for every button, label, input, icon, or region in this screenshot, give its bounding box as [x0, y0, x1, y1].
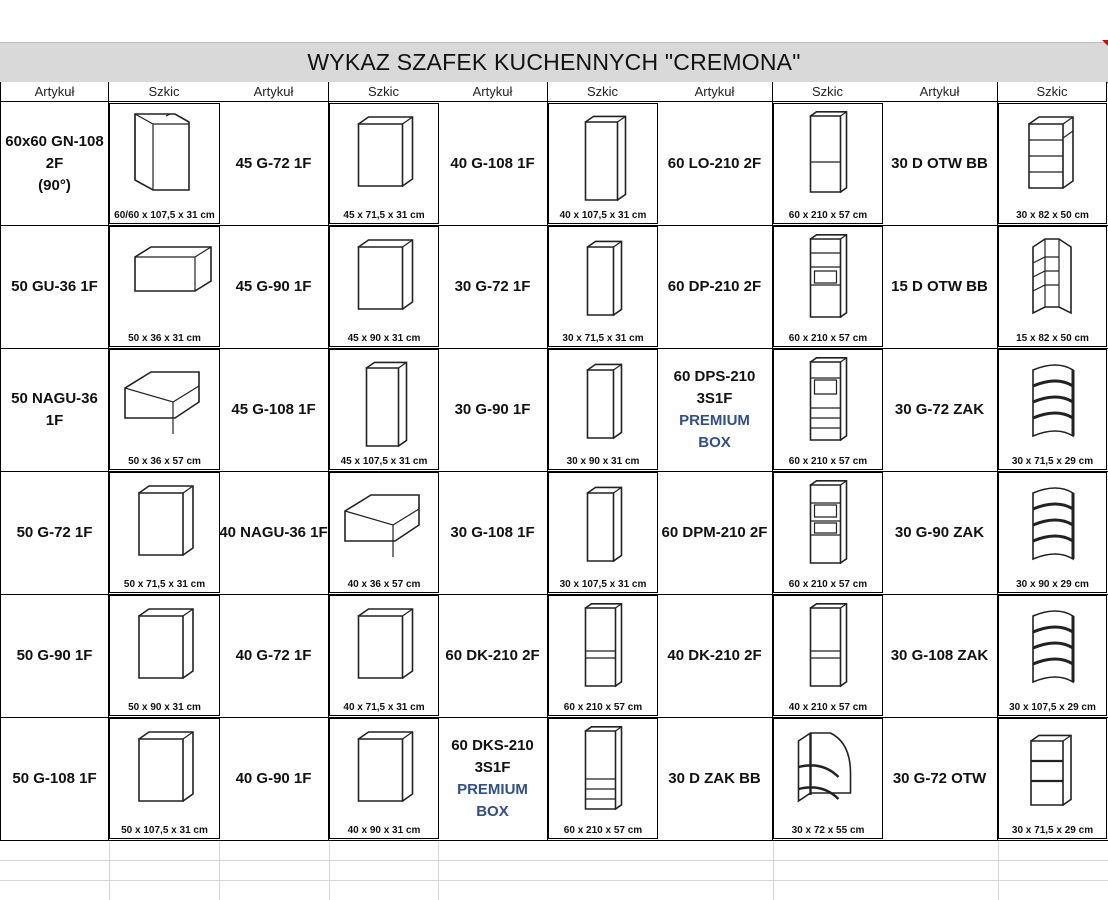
article-code: [657, 717, 773, 840]
article-line: 30 G-108 1F: [450, 523, 535, 541]
article-code-text: [236, 645, 312, 667]
dimensions-label: 60/60 x 107,5 x 31 cm: [114, 210, 215, 221]
open-base-shelf-icon: [999, 104, 1107, 209]
sketch-cell: [109, 349, 220, 470]
open-wall-shelf-icon: [999, 719, 1107, 824]
dimensions-label: 60 x 210 x 57 cm: [788, 210, 868, 221]
article-code-text: [662, 522, 768, 544]
article-code: [657, 225, 773, 348]
corner-cabinet-icon: [110, 104, 220, 209]
article-code-text: [895, 399, 984, 421]
article-line: 30 G-72 OTW: [892, 769, 987, 787]
article-code: [438, 594, 548, 717]
article-code-text: [891, 276, 988, 298]
dimensions-label: 30 x 71,5 x 31 cm: [562, 333, 644, 344]
dimensions-label: 50 x 107,5 x 31 cm: [121, 825, 208, 836]
header-artykul: Artykuł: [438, 82, 548, 102]
article-code-text: [891, 153, 988, 175]
narrow-wall-cabinet-icon: [549, 227, 658, 332]
sketch-cell: [109, 718, 220, 839]
dimensions-label: 50 x 36 x 31 cm: [128, 333, 201, 344]
article-line: 30 G-90 1F: [454, 400, 531, 418]
article-line: 30 G-72 1F: [454, 277, 531, 295]
article-code-text: [667, 645, 761, 667]
dimensions-label: 45 x 90 x 31 cm: [347, 333, 421, 344]
article-line: 40 NAGU-36 1F: [219, 523, 328, 541]
page-title: WYKAZ SZAFEK KUCHENNYCH "CREMONA": [0, 42, 1108, 83]
article-code: [438, 348, 548, 471]
sketch-cell: [548, 595, 658, 716]
article-code: [219, 594, 329, 717]
sketch-cell: [329, 718, 439, 839]
article-code: [882, 717, 998, 840]
article-code-text: [11, 276, 98, 298]
sketch-cell: [773, 718, 883, 839]
article-line: 60 LO-210 2F: [667, 154, 762, 172]
article-code-text: [893, 768, 986, 790]
article-code: [0, 102, 109, 225]
empty-row-gridline: [0, 860, 1108, 861]
article-code-text: [5, 131, 103, 197]
empty-col-gridline: [773, 841, 774, 900]
dimensions-label: 30 x 71,5 x 29 cm: [1011, 456, 1094, 467]
wall-cabinet-icon: [110, 719, 220, 824]
dimensions-label: 30 x 71,5 x 29 cm: [1011, 825, 1094, 836]
article-code: [438, 471, 548, 594]
dimensions-label: 40 x 107,5 x 31 cm: [559, 210, 647, 221]
article-code: [0, 348, 109, 471]
round-end-shelf-icon: [999, 596, 1107, 701]
article-code: [438, 225, 548, 348]
dimensions-label: 30 x 107,5 x 29 cm: [1009, 702, 1096, 713]
wall-cabinet-icon: [110, 596, 220, 701]
dimensions-label: 30 x 90 x 29 cm: [1016, 579, 1089, 590]
article-code-text: [236, 276, 312, 298]
sketch-cell: [998, 472, 1107, 593]
article-code: [219, 102, 329, 225]
article-line: 2F: [45, 154, 64, 172]
sketch-cell: [548, 718, 658, 839]
header-szkic: Szkic: [329, 82, 439, 102]
dimensions-label: 30 x 90 x 31 cm: [566, 456, 640, 467]
sketch-cell: [998, 595, 1107, 716]
header-artykul: Artykuł: [219, 82, 329, 102]
wall-cabinet-icon: [330, 719, 439, 824]
dimensions-label: 60 x 210 x 57 cm: [563, 825, 643, 836]
dimensions-label: 30 x 107,5 x 31 cm: [559, 579, 647, 590]
article-line: 50 G-90 1F: [16, 646, 93, 664]
article-line: 60 DPS-210: [673, 367, 756, 385]
article-line: 3S1F: [474, 758, 511, 776]
tall-drawer-cabinet-icon: [549, 719, 658, 824]
article-code: [0, 717, 109, 840]
article-code-text: [668, 276, 761, 298]
dimensions-label: 40 x 90 x 31 cm: [347, 825, 421, 836]
sketch-cell: [773, 349, 883, 470]
dimensions-label: 40 x 71,5 x 31 cm: [343, 702, 425, 713]
article-code-text: [219, 522, 327, 544]
empty-col-gridline: [998, 841, 999, 900]
dimensions-label: 50 x 36 x 57 cm: [128, 456, 201, 467]
article-line: 30 G-90 ZAK: [894, 523, 985, 541]
sketch-cell: [329, 472, 439, 593]
round-end-base-shelf-icon: [774, 719, 883, 824]
article-line: 3S1F: [696, 389, 733, 407]
article-line: 50 G-72 1F: [16, 523, 93, 541]
article-line: 45 G-108 1F: [231, 400, 316, 418]
narrow-open-shelf-icon: [999, 227, 1107, 332]
dimensions-label: 50 x 90 x 31 cm: [128, 702, 201, 713]
sketch-cell: [109, 103, 220, 224]
article-line: 30 G-72 ZAK: [894, 400, 985, 418]
sketch-cell: [548, 103, 658, 224]
header-artykul: Artykuł: [0, 82, 109, 102]
sketch-cell: [773, 472, 883, 593]
wall-cabinet-icon: [110, 473, 220, 578]
article-code: [219, 348, 329, 471]
article-code-text: [450, 153, 534, 175]
article-code: [438, 102, 548, 225]
article-code-text: [450, 522, 534, 544]
article-code-text: [895, 522, 984, 544]
sketch-cell: [109, 595, 220, 716]
comment-marker-icon: [1102, 40, 1108, 46]
article-code: [657, 102, 773, 225]
sketch-cell: [998, 718, 1107, 839]
header-artykul: Artykuł: [657, 82, 773, 102]
row-divider: [0, 840, 1108, 841]
article-code-text: [12, 768, 96, 790]
deep-flat-cabinet-icon: [330, 473, 439, 578]
dimensions-label: 30 x 72 x 55 cm: [791, 825, 865, 836]
sketch-cell: [548, 472, 658, 593]
article-code-text: [668, 768, 761, 790]
article-line: 60 DPM-210 2F: [661, 523, 768, 541]
article-code-text: [1, 388, 108, 432]
empty-col-gridline: [109, 841, 110, 900]
article-line: (90°): [38, 176, 71, 194]
article-line: 40 G-72 1F: [235, 646, 312, 664]
sketch-cell: [548, 349, 658, 470]
deep-flat-cabinet-icon: [110, 350, 220, 455]
wall-cabinet-icon: [330, 596, 439, 701]
article-code: [438, 717, 548, 840]
header-szkic: Szkic: [998, 82, 1107, 102]
article-line: 60 DK-210 2F: [445, 646, 540, 664]
article-code-text: [17, 522, 93, 544]
article-code-text: [891, 645, 989, 667]
premium-box-label: PREMIUM BOX: [457, 780, 528, 820]
article-line: 45 G-90 1F: [235, 277, 312, 295]
sketch-cell: [998, 226, 1107, 347]
dimensions-label: 45 x 107,5 x 31 cm: [340, 456, 428, 467]
article-code-text: [236, 768, 312, 790]
dimensions-label: 30 x 82 x 50 cm: [1016, 210, 1089, 221]
article-code: [882, 102, 998, 225]
article-line: 40 G-90 1F: [235, 769, 312, 787]
article-line: 30 D ZAK BB: [668, 769, 761, 787]
flat-box-cabinet-icon: [110, 227, 220, 332]
article-line: 30 G-108 ZAK: [890, 646, 989, 664]
empty-col-gridline: [219, 841, 220, 900]
wall-cabinet-icon: [330, 104, 439, 209]
tall-oven-cabinet-icon: [774, 227, 883, 332]
article-line: 50 NAGU-36 1F: [11, 389, 98, 429]
article-line: 30 D OTW BB: [891, 154, 988, 172]
article-code-text: [668, 153, 761, 175]
article-code: [0, 471, 109, 594]
empty-col-gridline: [438, 841, 439, 900]
sketch-cell: [548, 226, 658, 347]
article-code: [219, 471, 329, 594]
article-code: [657, 594, 773, 717]
narrow-wall-cabinet-icon: [549, 350, 658, 455]
article-code: [219, 717, 329, 840]
article-code: [882, 471, 998, 594]
article-line: 60 DKS-210: [451, 736, 534, 754]
article-code: [657, 471, 773, 594]
tall-fridge-cabinet-icon: [774, 596, 883, 701]
sketch-cell: [773, 103, 883, 224]
header-artykul: Artykuł: [882, 82, 998, 102]
article-line: 60x60 GN-108: [5, 132, 104, 150]
sketch-cell: [329, 226, 439, 347]
tall-2door-cabinet-icon: [774, 104, 883, 209]
article-line: 15 D OTW BB: [891, 277, 988, 295]
dimensions-label: 45 x 71,5 x 31 cm: [343, 210, 425, 221]
dimensions-label: 15 x 82 x 50 cm: [1016, 333, 1089, 344]
sketch-cell: [109, 472, 220, 593]
sketch-cell: [998, 103, 1107, 224]
sketch-cell: [329, 595, 439, 716]
tall-microwave-cabinet-icon: [774, 473, 883, 578]
article-line: 40 DK-210 2F: [667, 646, 762, 664]
empty-row-gridline: [0, 880, 1108, 881]
article-code-text: [455, 276, 531, 298]
article-code-text: [455, 399, 531, 421]
wall-cabinet-icon: [330, 227, 439, 332]
tall-wall-cabinet-icon: [330, 350, 439, 455]
article-code-text: [17, 645, 93, 667]
article-line: 45 G-72 1F: [235, 154, 312, 172]
article-code: [882, 594, 998, 717]
article-code-text: [236, 153, 312, 175]
article-code-text: [445, 645, 539, 667]
tall-wall-cabinet-icon: [549, 104, 658, 209]
article-code-text: [674, 366, 756, 454]
dimensions-label: 50 x 71,5 x 31 cm: [123, 579, 206, 590]
header-szkic: Szkic: [109, 82, 220, 102]
premium-box-label: PREMIUM BOX: [679, 411, 750, 451]
sketch-cell: [773, 226, 883, 347]
header-szkic: Szkic: [548, 82, 658, 102]
article-code: [0, 225, 109, 348]
dimensions-label: 60 x 210 x 57 cm: [788, 579, 868, 590]
sketch-cell: [329, 349, 439, 470]
sketch-cell: [998, 349, 1107, 470]
dimensions-label: 60 x 210 x 57 cm: [788, 333, 868, 344]
article-line: 60 DP-210 2F: [667, 277, 762, 295]
round-end-shelf-icon: [999, 473, 1107, 578]
sketch-cell: [109, 226, 220, 347]
article-code: [882, 348, 998, 471]
article-code: [0, 594, 109, 717]
article-code: [882, 225, 998, 348]
article-code: [657, 348, 773, 471]
tall-fridge-cabinet-icon: [549, 596, 658, 701]
narrow-wall-cabinet-icon: [549, 473, 658, 578]
header-szkic: Szkic: [773, 82, 883, 102]
article-code-text: [231, 399, 315, 421]
article-code-text: [451, 735, 534, 823]
article-line: 50 GU-36 1F: [11, 277, 98, 295]
dimensions-label: 40 x 210 x 57 cm: [788, 702, 868, 713]
sketch-cell: [329, 103, 439, 224]
empty-col-gridline: [329, 841, 330, 900]
sketch-cell: [773, 595, 883, 716]
dimensions-label: 40 x 36 x 57 cm: [347, 579, 421, 590]
dimensions-label: 60 x 210 x 57 cm: [788, 456, 868, 467]
round-end-shelf-icon: [999, 350, 1107, 455]
tall-oven-drawer-cabinet-icon: [774, 350, 883, 455]
article-line: 40 G-108 1F: [450, 154, 535, 172]
article-code: [219, 225, 329, 348]
article-line: 50 G-108 1F: [12, 769, 97, 787]
dimensions-label: 60 x 210 x 57 cm: [563, 702, 643, 713]
